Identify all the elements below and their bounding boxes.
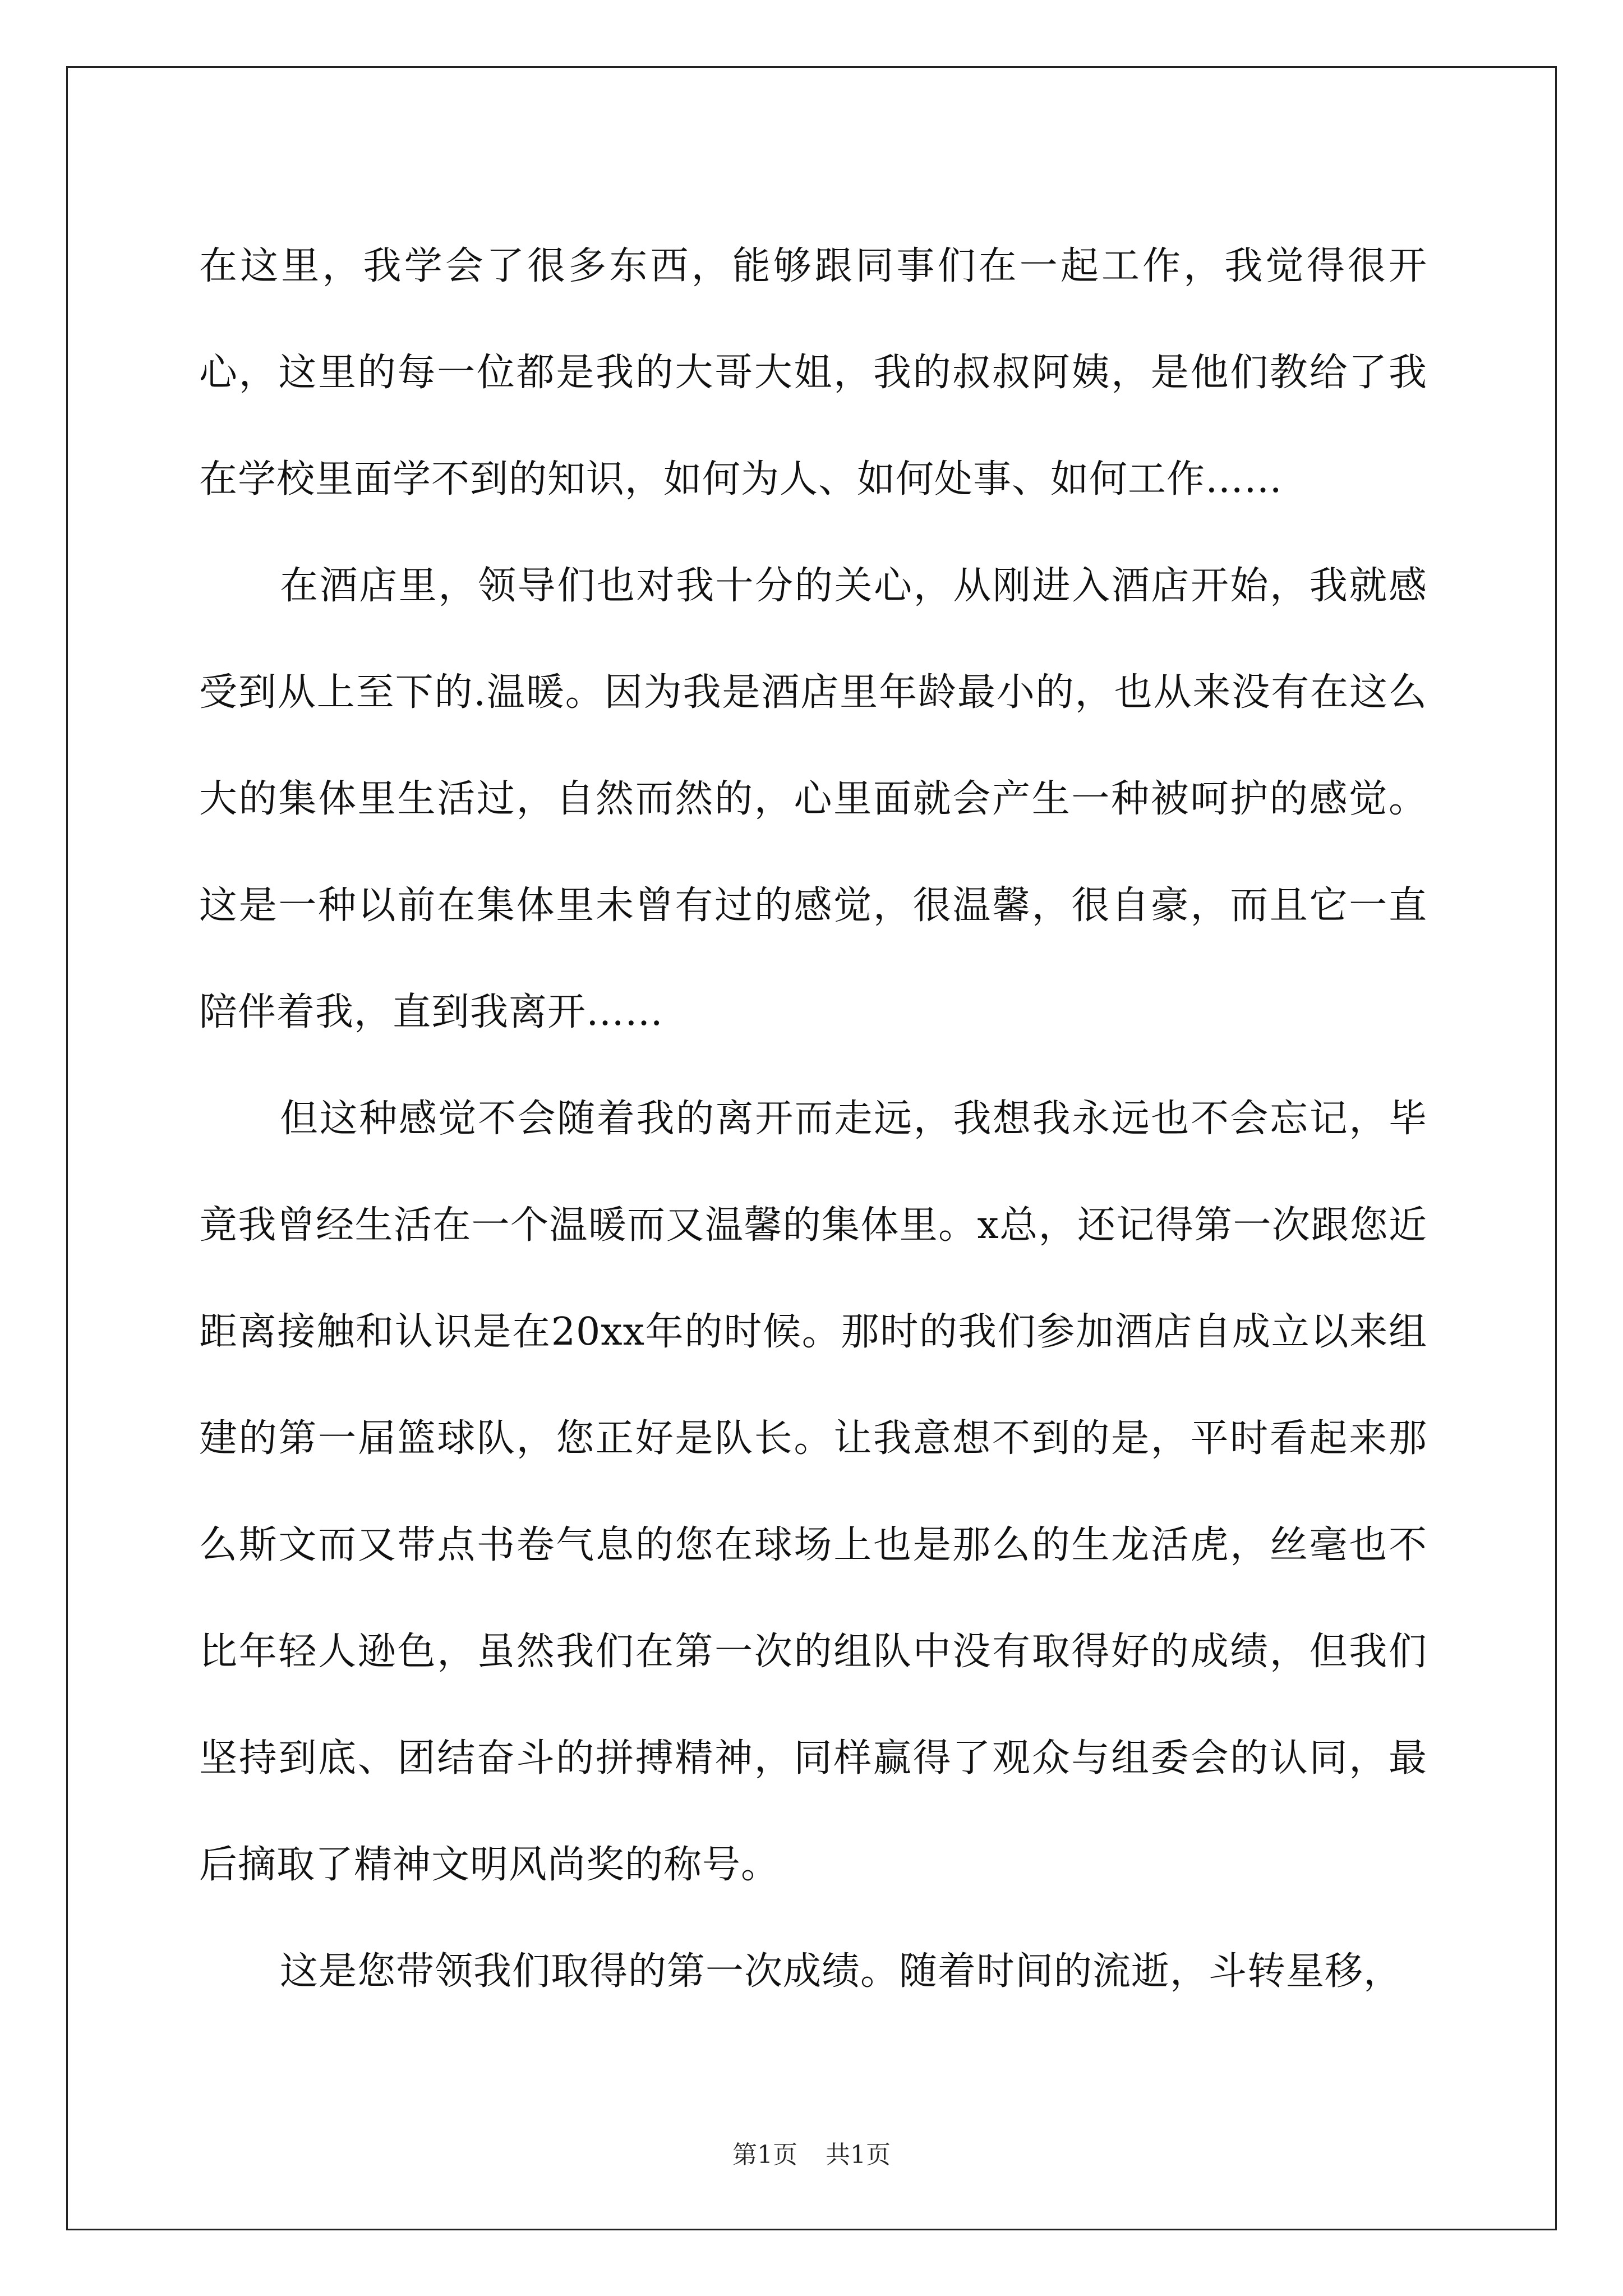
page-footer: [0, 2134, 1623, 2170]
paragraph-4: 这是您带领我们取得的第一次成绩。随着时间的流逝，斗转星移，: [280, 1949, 1403, 1994]
document-body: [199, 213, 1427, 2025]
paragraph-3: 但这种感觉不会随着我的离开而走远，我想我永远也不会忘记，毕竟我曾经生活在一个温暖而又温馨的集体里。x总，还记得第一次跟您近距离接触和认识是在20xx年的时候。那时的我们参加酒店自成立以来组建的第一届篮球队，您正好是队长。让我意想不到的是，平时看起来那么斯文而又带点书卷气息的您在球场上也是那么的生龙活虎，丝毫也不比年轻人逊色，虽然我们在第一次的组队中没有取得好的成绩，但我们坚持到底、团结奋斗的拼搏精神，同样赢得了观众与组委会的认同，最后摘取了精神文明风尚奖的称号。: [199, 1097, 1427, 1887]
paragraph-2: 在酒店里，领导们也对我十分的关心，从刚进入酒店开始，我就感受到从上至下的.温暖。因为我是酒店里年龄最小的，也从来没有在这么大的集体里生活过，自然而然的，心里面就会产生一种被呵护的感觉。这是一种以前在集体里未曾有过的感觉，很温馨，很自豪，而且它一直陪伴着我，直到我离开……: [199, 564, 1427, 1034]
page-number: 第1页: [732, 2141, 797, 2169]
page-total: 共1页: [826, 2141, 891, 2169]
paragraph-1: 在这里，我学会了很多东西，能够跟同事们在一起工作，我觉得很开心，这里的每一位都是我的大哥大姐，我的叔叔阿姨，是他们教给了我在学校里面学不到的知识，如何为人、如何处事、如何工作……: [199, 244, 1427, 501]
